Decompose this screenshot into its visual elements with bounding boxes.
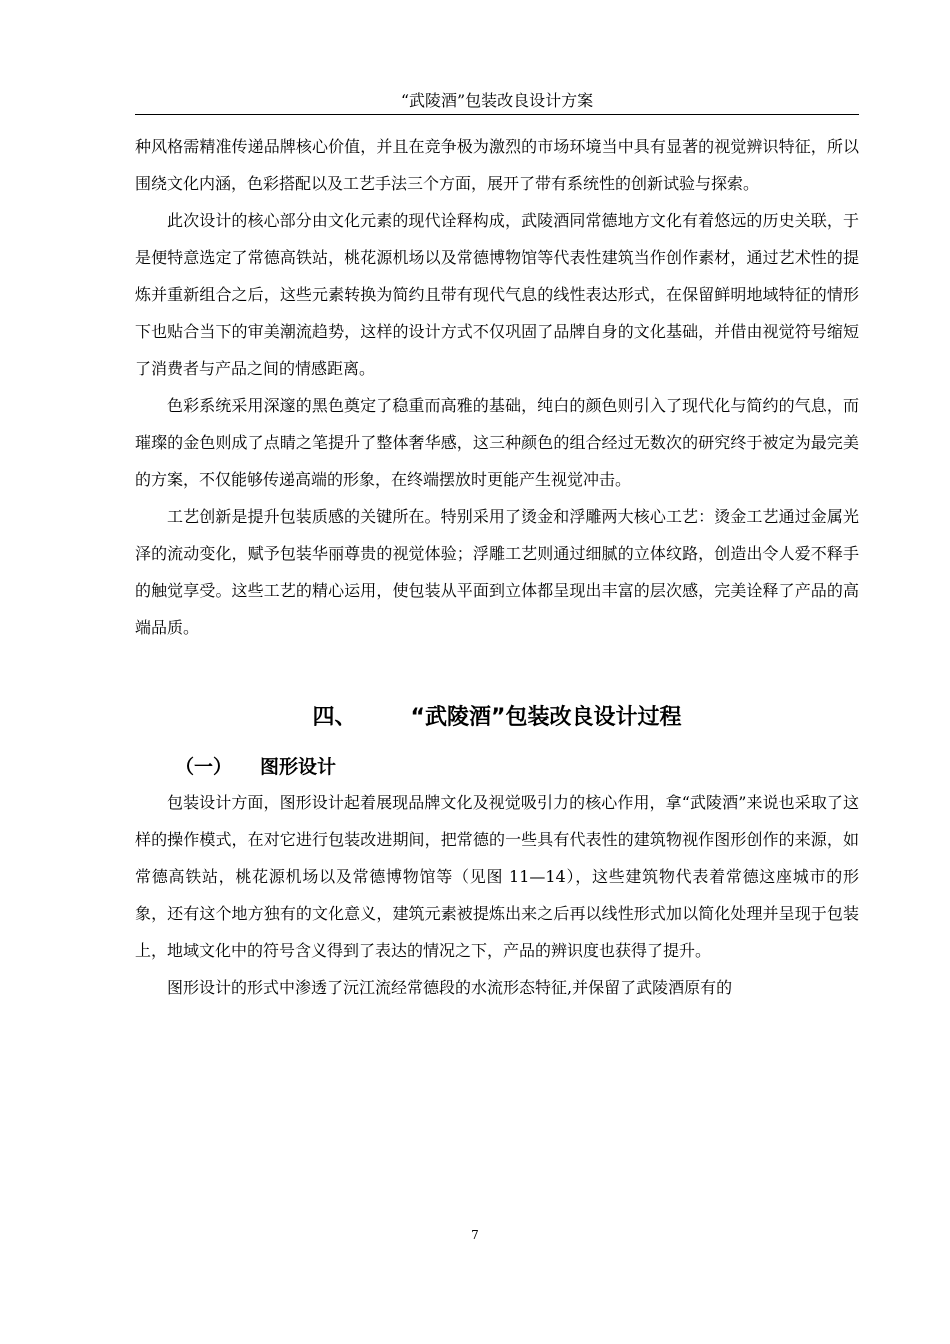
section-heading (135, 698, 859, 738)
section-title: “武陵酒”包装改良设计过程 (410, 705, 682, 730)
body-paragraph-continuation: 种风格需精准传递品牌核心价值，并且在竞争极为激烈的市场环境当中具有显著的视觉辨识特征，所以围绕文化内涵，色彩搭配以及工艺手法三个方面，展开了带有系统性的创新试验与探索。 (135, 137, 859, 193)
body-paragraph-craft: 工艺创新是提升包装质感的关键所在。特别采用了烫金和浮雕两大核心工艺：烫金工艺通过金属光泽的流动变化，赋予包装华丽尊贵的视觉体验；浮雕工艺则通过细腻的立体纹路，创造出令人爱不释手的触觉享受。这些工艺的精心运用，使包装从平面到立体都呈现出丰富的层次感，完美诠释了产品的高端品质。 (135, 507, 859, 637)
section-number: 四、 (312, 705, 357, 730)
page-number: 7 (471, 1228, 479, 1242)
body-paragraph-color: 色彩系统采用深邃的黑色奠定了稳重而高雅的基础，纯白的颜色则引入了现代化与简约的气息，而璀璨的金色则成了点睛之笔提升了整体奢华感，这三种颜色的组合经过无数次的研究终于被定为最完美的方案，不仅能够传递高端的形象，在终端摆放时更能产生视觉冲击。 (135, 396, 859, 489)
subsection-heading (135, 750, 859, 784)
subsection-title: 图形设计 (260, 756, 337, 778)
body-paragraph-culture: 此次设计的核心部分由文化元素的现代诠释构成，武陵酒同常德地方文化有着悠远的历史关联，于是便特意选定了常德高铁站，桃花源机场以及常德博物馆等代表性建筑当作创作素材，通过艺术性的提炼并重新组合之后，这些元素转换为简约且带有现代气息的线性表达形式，在保留鲜明地域特征的情形下也贴合当下的审美潮流趋势，这样的设计方式不仅巩固了品牌自身的文化基础，并借由视觉符号缩短了消费者与产品之间的情感距离。 (135, 211, 859, 378)
subsection-number: （一） (175, 756, 233, 778)
body-paragraph-graphic: 包装设计方面，图形设计起着展现品牌文化及视觉吸引力的核心作用，拿“武陵酒”来说也采取了这样的操作模式，在对它进行包装改进期间，把常德的一些具有代表性的建筑物视作图形创作的来源，如常德高铁站，桃花源机场以及常德博物馆等（见图 11—14），这些建筑物代表着常德这座城市的形象，还有这个地方独有的文化意义，建筑元素被提炼出来之后再以线性形式加以简化处理并呈现于包装上，地域文化中的符号含义得到了表达的情况之下，产品的辨识度也获得了提升。 (135, 793, 859, 960)
running-header: “武陵酒”包装改良设计方案 (400, 91, 594, 110)
body-paragraph-graphic-form: 图形设计的形式中渗透了沅江流经常德段的水流形态特征,并保留了武陵酒原有的 (167, 978, 733, 997)
page-body (135, 128, 859, 1006)
header-divider (135, 114, 859, 115)
